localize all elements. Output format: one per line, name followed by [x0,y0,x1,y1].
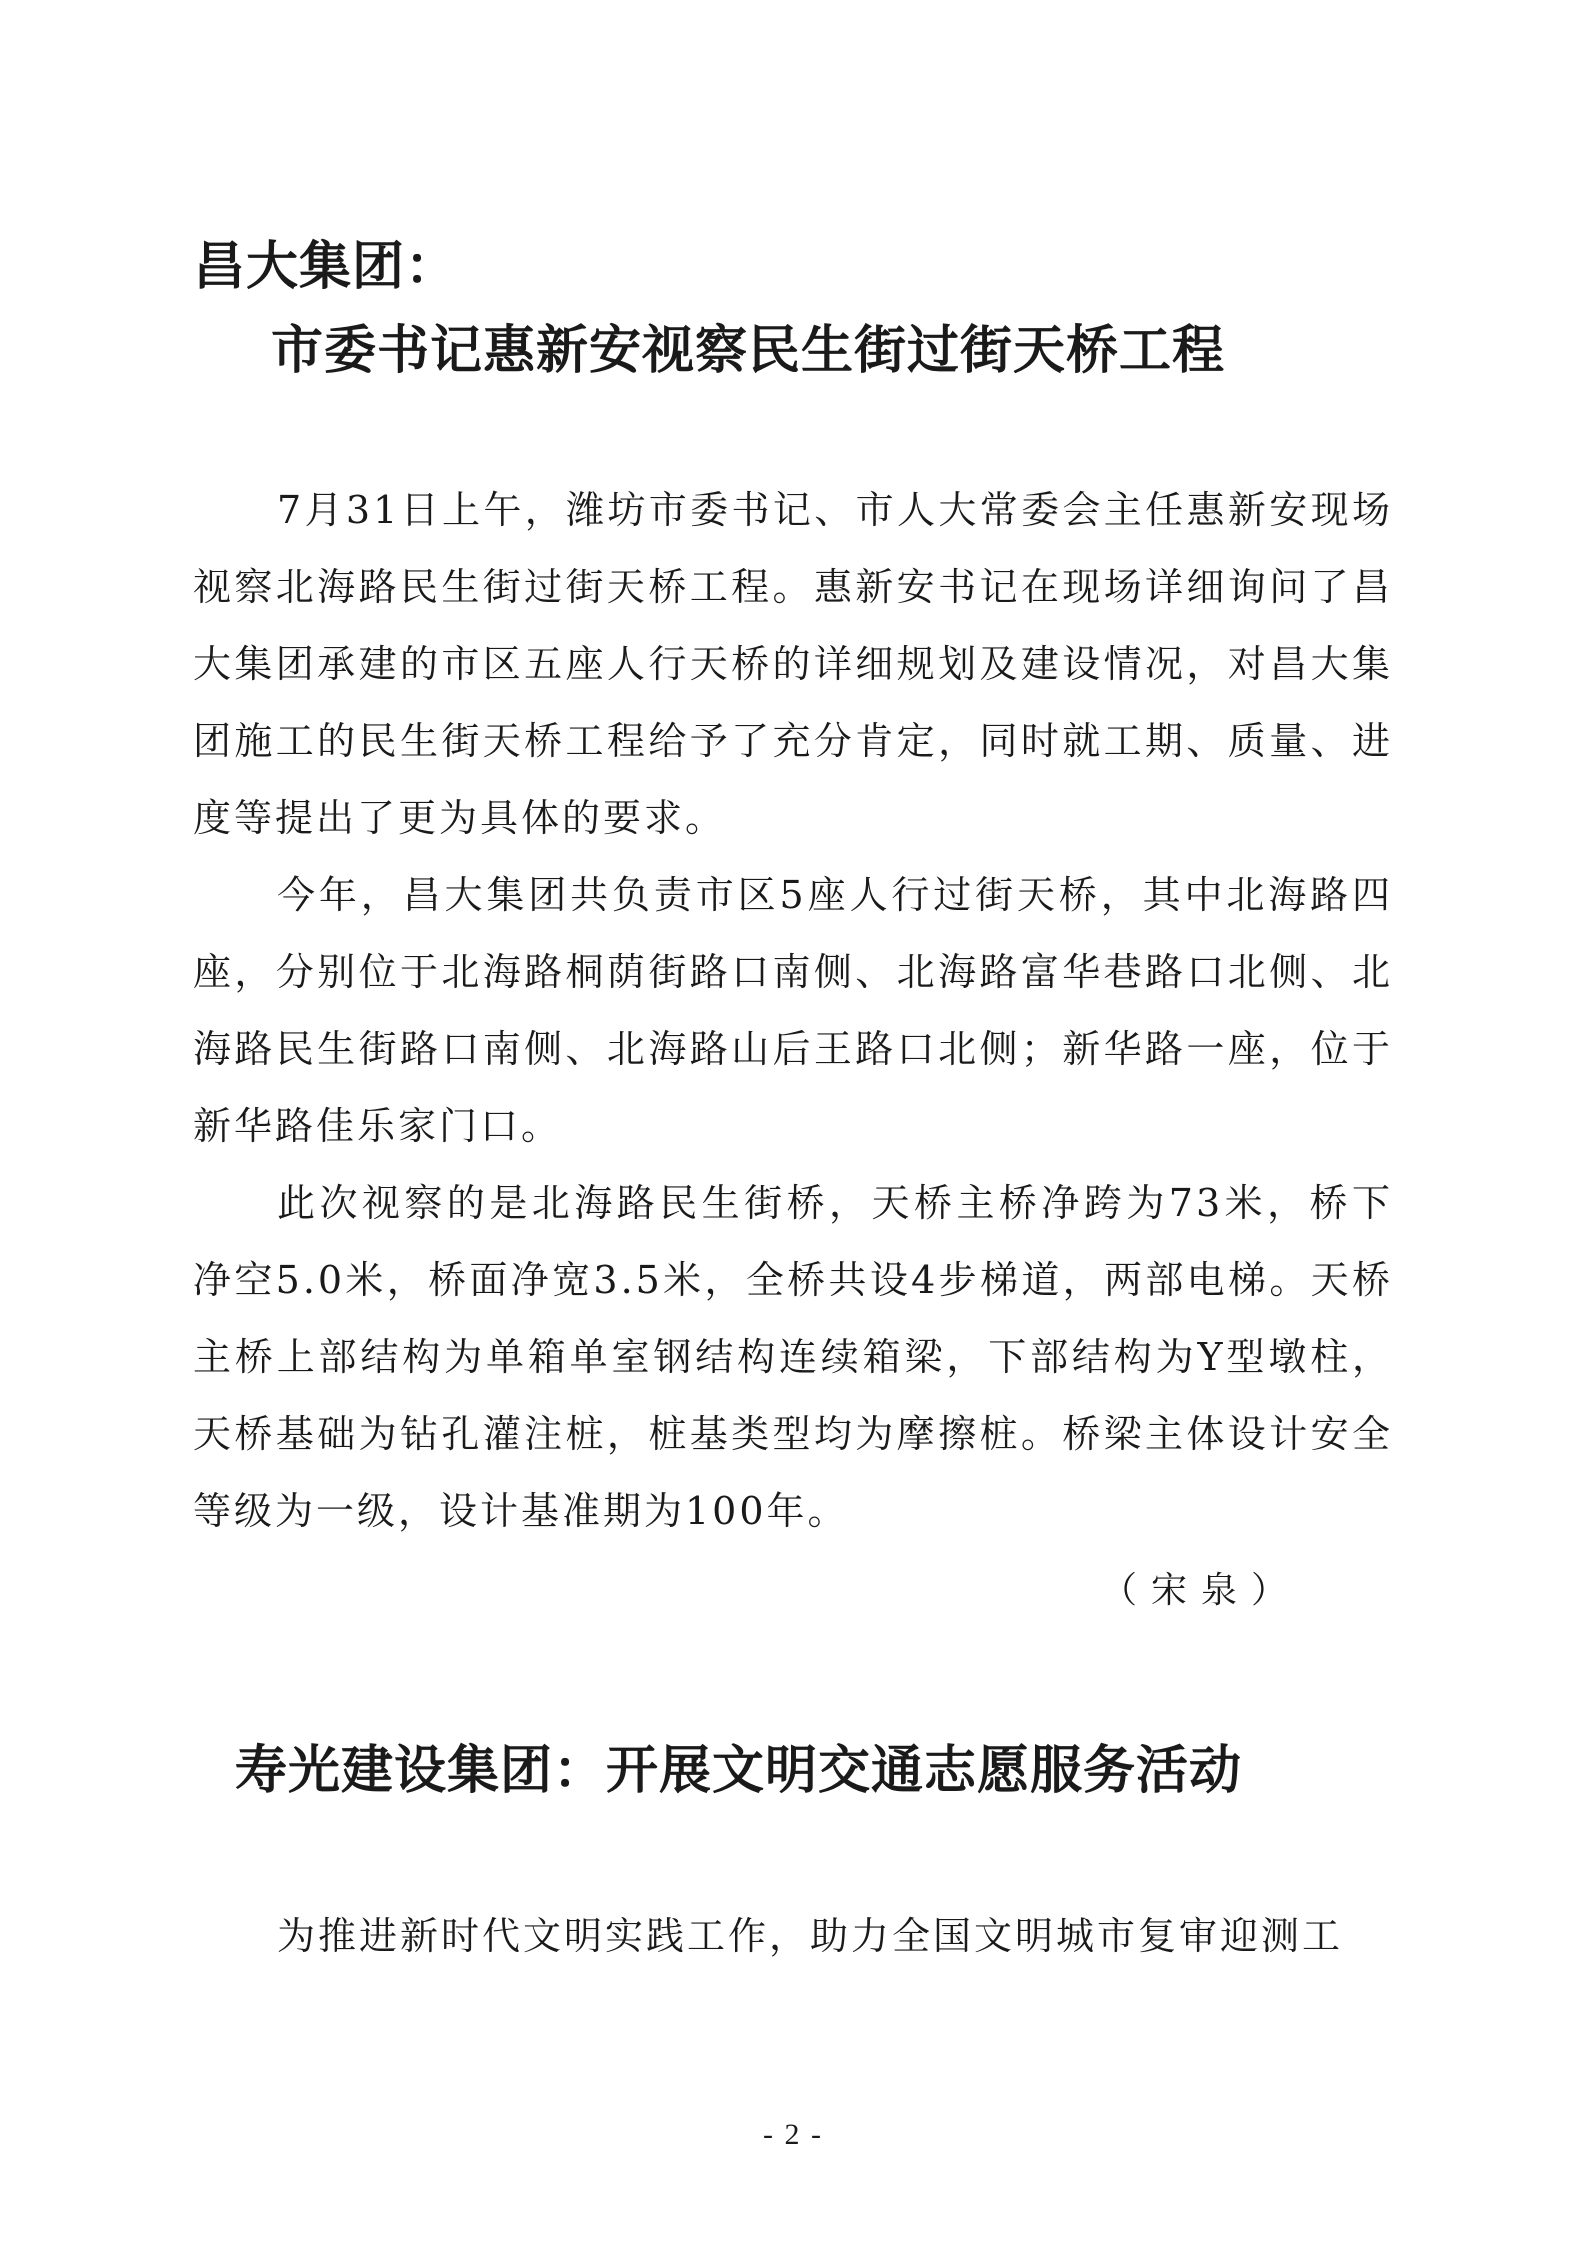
paragraph: 为推进新时代文明实践工作，助力全国文明城市复审迎测工 [277,1914,1344,1958]
author-byline: （宋泉） [1100,1570,1301,1611]
paragraph: 此次视察的是北海路民生街桥，天桥主桥净跨为73米，桥下净空5.0米，桥面净宽3.5米，全桥共设4步梯道，两部电梯。天桥主桥上部结构为单箱单室钢结构连续箱梁，下部结构为Y型墩柱，天桥基础为钻孔灌注桩，桩基类型均为摩擦桩。桥梁主体设计安全等级为一级，设计基准期为100年。 [193,1181,1393,1533]
article-title-line-2: 市委书记惠新安视察民生街过街天桥工程 [271,320,1226,381]
article-changda [193,232,1393,1629]
article-title-line-1: 昌大集团： [193,236,459,297]
paragraph: 今年，昌大集团共负责市区5座人行过街天桥，其中北海路四座，分别位于北海路桐荫街路口南侧、北海路富华巷路口北侧、北海路民生街路口南侧、北海路山后王路口北侧；新华路一座，位于新华路佳乐家门口。 [193,873,1393,1148]
article-title: 寿光建设集团：开展文明交通志愿服务活动 [235,1740,1243,1801]
article-body [193,472,1393,1629]
page-number: - 2 - [763,2118,823,2151]
article-shouguang [193,1736,1393,1975]
paragraph: 7月31日上午，潍坊市委书记、市人大常委会主任惠新安现场视察北海路民生街过街天桥工程。惠新安书记在现场详细询问了昌大集团承建的市区五座人行天桥的详细规划及建设情况，对昌大集团施工的民生街天桥工程给予了充分肯定，同时就工期、质量、进度等提出了更为具体的要求。 [193,488,1393,840]
article-body [193,1898,1393,1975]
